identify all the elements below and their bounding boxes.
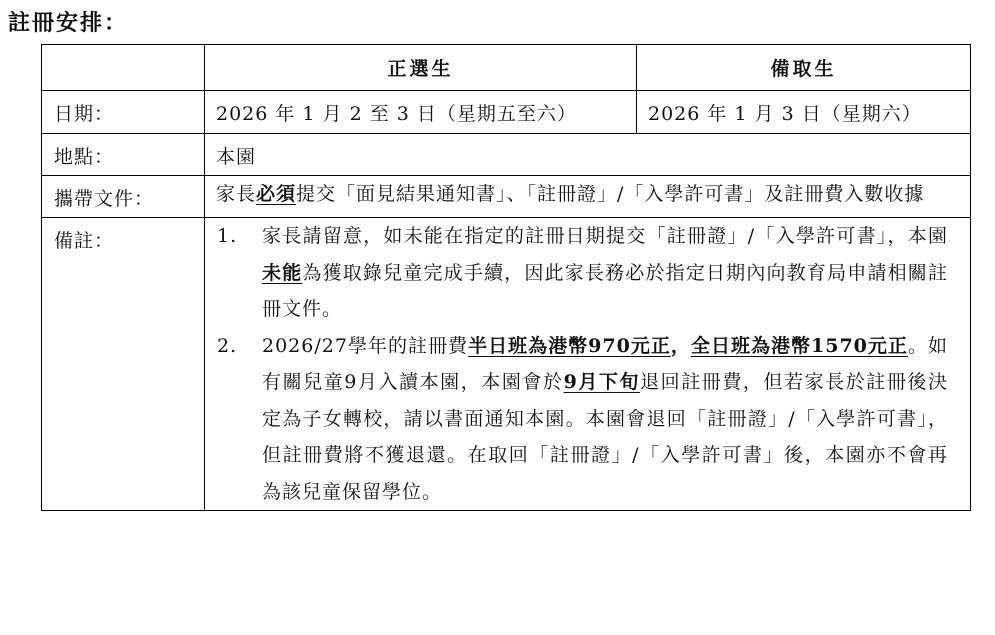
half-day-fee: 半日班為港幣970元正 [468, 334, 671, 357]
header-waitlist: 備取生 [637, 45, 971, 91]
documents-post: 提交「面見結果通知書」、「註冊證」/「入學許可書」及註冊費入數收據 [296, 183, 925, 205]
full-day-fee: 全日班為港幣1570元正 [690, 334, 908, 357]
header-primary: 正選生 [205, 45, 637, 91]
date-waitlist: 2026 年 1 月 3 日（星期六） [637, 91, 971, 134]
remark-number-1: 1. [217, 225, 238, 247]
date-primary: 2026 年 1 月 2 至 3 日（星期五至六） [205, 91, 637, 134]
remark-1-emphasis: 未能 [262, 261, 303, 284]
documents-label: 攜帶文件： [42, 176, 205, 218]
date-row [42, 91, 971, 134]
remark-item-1 [217, 218, 948, 328]
header-row [42, 45, 971, 91]
venue-row [42, 134, 971, 176]
documents-value [205, 176, 971, 218]
registration-table [41, 44, 971, 511]
remarks-list [217, 218, 948, 510]
remark-2-comma: ， [670, 334, 691, 357]
remark-2-text-b: 。如有關兒童9月入讀本園，本園會於 [262, 334, 948, 393]
remark-item-2 [217, 328, 948, 511]
documents-pre: 家長 [216, 183, 257, 205]
documents-must: 必須 [256, 183, 297, 205]
venue-value: 本園 [205, 134, 971, 176]
remark-number-2: 2. [217, 334, 238, 357]
page-title: 註冊安排： [8, 11, 129, 36]
header-blank [42, 45, 205, 91]
remarks-value [205, 218, 971, 511]
remarks-label: 備註： [42, 218, 205, 511]
venue-label: 地點： [42, 134, 205, 176]
date-label: 日期： [42, 91, 205, 134]
documents-row [42, 176, 971, 218]
remark-2-text-c: 退回註冊費，但若家長於註冊後決定為子女轉校，請以書面通知本園。本園會退回「註冊證」/「入學許可書」，但註冊費將不獲退還。在取回「註冊證」/「入學許可書」後，本園亦不會再為該兒童保留學位。 [262, 371, 948, 503]
remark-2-text-a: 2026/27學年的註冊費 [262, 334, 469, 357]
remarks-row [42, 218, 971, 511]
remark-1-text-b: 為獲取錄兒童完成手續，因此家長務必於指定日期內向教育局申請相關註冊文件。 [262, 261, 948, 320]
refund-period: 9月下旬 [563, 371, 641, 393]
remark-1-text-a: 家長請留意，如未能在指定的註冊日期提交「註冊證」/「入學許可書」，本園 [262, 225, 948, 247]
